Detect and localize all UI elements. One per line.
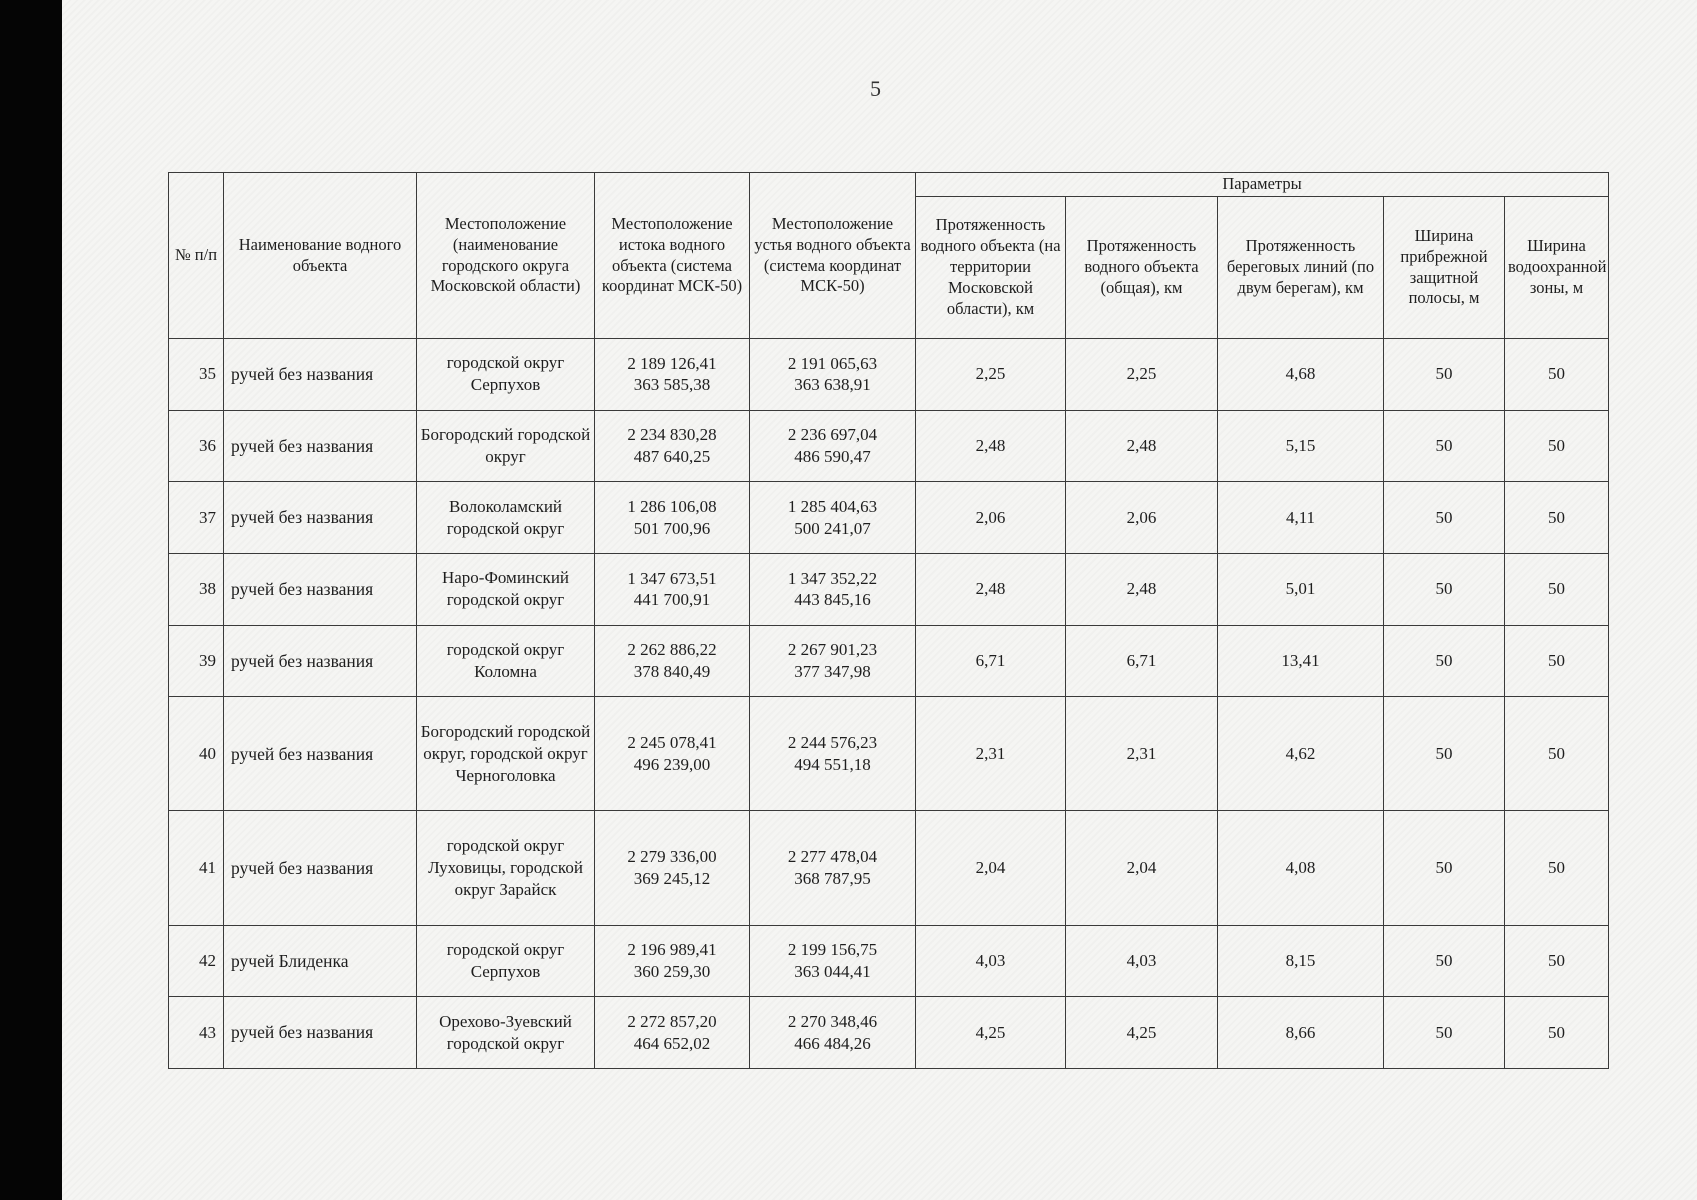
cell-length-mo: 2,04 — [916, 811, 1066, 925]
cell-zone-width: 50 — [1505, 925, 1609, 997]
cell-num: 40 — [169, 697, 224, 811]
cell-length-total: 4,03 — [1066, 925, 1218, 997]
coordinate-x: 1 285 404,63 — [787, 496, 878, 516]
coordinate-y: 496 239,00 — [633, 754, 711, 774]
header-length-total: Протяженность водного объекта (общая), км — [1066, 197, 1218, 339]
coordinate-y: 377 347,98 — [794, 662, 871, 682]
cell-shore-length: 4,68 — [1218, 339, 1384, 411]
coordinate-x: 1 286 106,08 — [627, 496, 717, 516]
cell-buffer-width: 50 — [1384, 697, 1505, 811]
cell-name: ручей без названия — [224, 997, 417, 1069]
cell-num: 43 — [169, 997, 224, 1069]
cell-zone-width: 50 — [1505, 554, 1609, 626]
table-row — [169, 925, 1609, 997]
coordinate-y: 369 245,12 — [633, 869, 711, 888]
coordinate-x: 1 347 673,51 — [627, 568, 717, 588]
table-row — [169, 339, 1609, 411]
cell-shore-length: 5,15 — [1218, 410, 1384, 482]
cell-location: городской округ Коломна — [417, 625, 595, 697]
cell-zone-width: 50 — [1505, 410, 1609, 482]
water-objects-table — [168, 172, 1609, 1069]
coordinate-y: 368 787,95 — [794, 869, 871, 888]
cell-zone-width: 50 — [1505, 811, 1609, 925]
cell-name: ручей без названия — [224, 339, 417, 411]
cell-name: ручей без названия — [224, 811, 417, 925]
cell-shore-length: 8,66 — [1218, 997, 1384, 1069]
cell-location: Наро-Фоминский городской округ — [417, 554, 595, 626]
table-row — [169, 482, 1609, 554]
coordinate-y: 486 590,47 — [794, 447, 871, 466]
cell-length-mo: 2,06 — [916, 482, 1066, 554]
cell-source-coordinates — [595, 339, 750, 411]
coordinate-y: 363 638,91 — [794, 375, 871, 395]
scanner-black-edge — [0, 0, 62, 1200]
cell-length-total: 2,48 — [1066, 554, 1218, 626]
coordinate-y: 501 700,96 — [633, 518, 711, 538]
cell-length-total: 2,04 — [1066, 811, 1218, 925]
cell-name: ручей без названия — [224, 554, 417, 626]
table-body — [169, 339, 1609, 1069]
header-zone-width: Ширина водоохранной зоны, м — [1505, 197, 1609, 339]
cell-num: 41 — [169, 811, 224, 925]
header-source: Местоположение истока водного объекта (система координат МСК-50) — [595, 173, 750, 339]
header-parameters: Параметры — [916, 173, 1609, 197]
cell-zone-width: 50 — [1505, 339, 1609, 411]
cell-location: городской округ Луховицы, городской округ Зарайск — [417, 811, 595, 925]
cell-num: 36 — [169, 410, 224, 482]
coordinate-x: 2 272 857,20 — [627, 1011, 717, 1031]
header-shore-length: Протяженность береговых линий (по двум берегам), км — [1218, 197, 1384, 339]
cell-source-coordinates — [595, 997, 750, 1069]
cell-source-coordinates — [595, 410, 750, 482]
cell-shore-length: 8,15 — [1218, 925, 1384, 997]
cell-num: 39 — [169, 625, 224, 697]
table-row — [169, 625, 1609, 697]
cell-buffer-width: 50 — [1384, 482, 1505, 554]
cell-name: ручей Блиденка — [224, 925, 417, 997]
table-row — [169, 410, 1609, 482]
cell-buffer-width: 50 — [1384, 554, 1505, 626]
coordinate-y: 487 640,25 — [633, 447, 711, 466]
page-number: 5 — [870, 76, 881, 101]
cell-location: городской округ Серпухов — [417, 339, 595, 411]
cell-num: 37 — [169, 482, 224, 554]
cell-mouth-coordinates — [750, 925, 916, 997]
cell-buffer-width: 50 — [1384, 339, 1505, 411]
cell-buffer-width: 50 — [1384, 997, 1505, 1069]
header-num: № п/п — [169, 173, 224, 339]
coordinate-x: 2 189 126,41 — [627, 353, 717, 373]
cell-source-coordinates — [595, 925, 750, 997]
coordinate-y: 378 840,49 — [633, 662, 711, 682]
coordinate-x: 2 270 348,46 — [787, 1011, 878, 1031]
coordinate-x: 2 279 336,00 — [627, 847, 717, 867]
coordinate-x: 2 277 478,04 — [787, 847, 878, 867]
cell-name: ручей без названия — [224, 482, 417, 554]
coordinate-y: 466 484,26 — [794, 1033, 871, 1053]
cell-length-mo: 6,71 — [916, 625, 1066, 697]
cell-num: 42 — [169, 925, 224, 997]
cell-zone-width: 50 — [1505, 997, 1609, 1069]
cell-length-total: 2,25 — [1066, 339, 1218, 411]
coordinate-x: 2 199 156,75 — [787, 940, 878, 960]
coordinate-x: 2 245 078,41 — [627, 733, 717, 753]
cell-buffer-width: 50 — [1384, 811, 1505, 925]
cell-length-mo: 2,25 — [916, 339, 1066, 411]
coordinate-x: 2 196 989,41 — [627, 940, 717, 960]
cell-zone-width: 50 — [1505, 697, 1609, 811]
header-length-mo: Протяженность водного объекта (на территории Московской области), км — [916, 197, 1066, 339]
cell-length-total: 4,25 — [1066, 997, 1218, 1069]
header-name: Наименование водного объекта — [224, 173, 417, 339]
cell-location: Орехово-Зуевский городской округ — [417, 997, 595, 1069]
cell-shore-length: 4,11 — [1218, 482, 1384, 554]
cell-source-coordinates — [595, 482, 750, 554]
cell-length-total: 2,31 — [1066, 697, 1218, 811]
cell-mouth-coordinates — [750, 410, 916, 482]
cell-zone-width: 50 — [1505, 625, 1609, 697]
header-location: Местоположение (наименование городского округа Московской области) — [417, 173, 595, 339]
table-row — [169, 997, 1609, 1069]
cell-mouth-coordinates — [750, 697, 916, 811]
coordinate-x: 2 262 886,22 — [627, 640, 717, 660]
cell-length-mo: 2,48 — [916, 554, 1066, 626]
cell-zone-width: 50 — [1505, 482, 1609, 554]
cell-name: ручей без названия — [224, 625, 417, 697]
cell-mouth-coordinates — [750, 997, 916, 1069]
coordinate-y: 464 652,02 — [633, 1033, 711, 1053]
coordinate-y: 360 259,30 — [633, 961, 711, 981]
coordinate-y: 494 551,18 — [794, 754, 871, 774]
cell-location: Богородский городской округ, городской округ Черноголовка — [417, 697, 595, 811]
cell-location: Богородский городской округ — [417, 410, 595, 482]
cell-source-coordinates — [595, 697, 750, 811]
table-row — [169, 554, 1609, 626]
header-buffer-width: Ширина прибрежной защитной полосы, м — [1384, 197, 1505, 339]
cell-length-mo: 4,25 — [916, 997, 1066, 1069]
coordinate-x: 2 234 830,28 — [627, 425, 717, 445]
cell-source-coordinates — [595, 554, 750, 626]
cell-length-total: 2,06 — [1066, 482, 1218, 554]
cell-shore-length: 4,08 — [1218, 811, 1384, 925]
coordinate-y: 500 241,07 — [794, 518, 871, 538]
cell-num: 35 — [169, 339, 224, 411]
coordinate-x: 2 267 901,23 — [787, 640, 878, 660]
cell-source-coordinates — [595, 625, 750, 697]
cell-shore-length: 13,41 — [1218, 625, 1384, 697]
cell-buffer-width: 50 — [1384, 410, 1505, 482]
table-row — [169, 697, 1609, 811]
cell-mouth-coordinates — [750, 625, 916, 697]
cell-name: ручей без названия — [224, 697, 417, 811]
cell-source-coordinates — [595, 811, 750, 925]
cell-mouth-coordinates — [750, 811, 916, 925]
header-mouth: Местоположение устья водного объекта (система координат МСК-50) — [750, 173, 916, 339]
coordinate-y: 443 845,16 — [794, 590, 871, 610]
coordinate-x: 2 191 065,63 — [787, 353, 878, 373]
cell-length-total: 2,48 — [1066, 410, 1218, 482]
cell-location: Волоколамский городской округ — [417, 482, 595, 554]
cell-length-total: 6,71 — [1066, 625, 1218, 697]
cell-mouth-coordinates — [750, 482, 916, 554]
cell-buffer-width: 50 — [1384, 925, 1505, 997]
cell-length-mo: 2,48 — [916, 410, 1066, 482]
cell-num: 38 — [169, 554, 224, 626]
coordinate-x: 2 236 697,04 — [787, 425, 878, 445]
cell-location: городской округ Серпухов — [417, 925, 595, 997]
cell-shore-length: 5,01 — [1218, 554, 1384, 626]
cell-mouth-coordinates — [750, 339, 916, 411]
cell-mouth-coordinates — [750, 554, 916, 626]
cell-buffer-width: 50 — [1384, 625, 1505, 697]
cell-name: ручей без названия — [224, 410, 417, 482]
coordinate-y: 363 044,41 — [794, 961, 871, 981]
coordinate-x: 1 347 352,22 — [787, 568, 878, 588]
coordinate-y: 441 700,91 — [633, 590, 711, 610]
cell-length-mo: 2,31 — [916, 697, 1066, 811]
coordinate-y: 363 585,38 — [633, 375, 711, 395]
table-row — [169, 811, 1609, 925]
cell-shore-length: 4,62 — [1218, 697, 1384, 811]
cell-length-mo: 4,03 — [916, 925, 1066, 997]
coordinate-x: 2 244 576,23 — [787, 733, 878, 753]
